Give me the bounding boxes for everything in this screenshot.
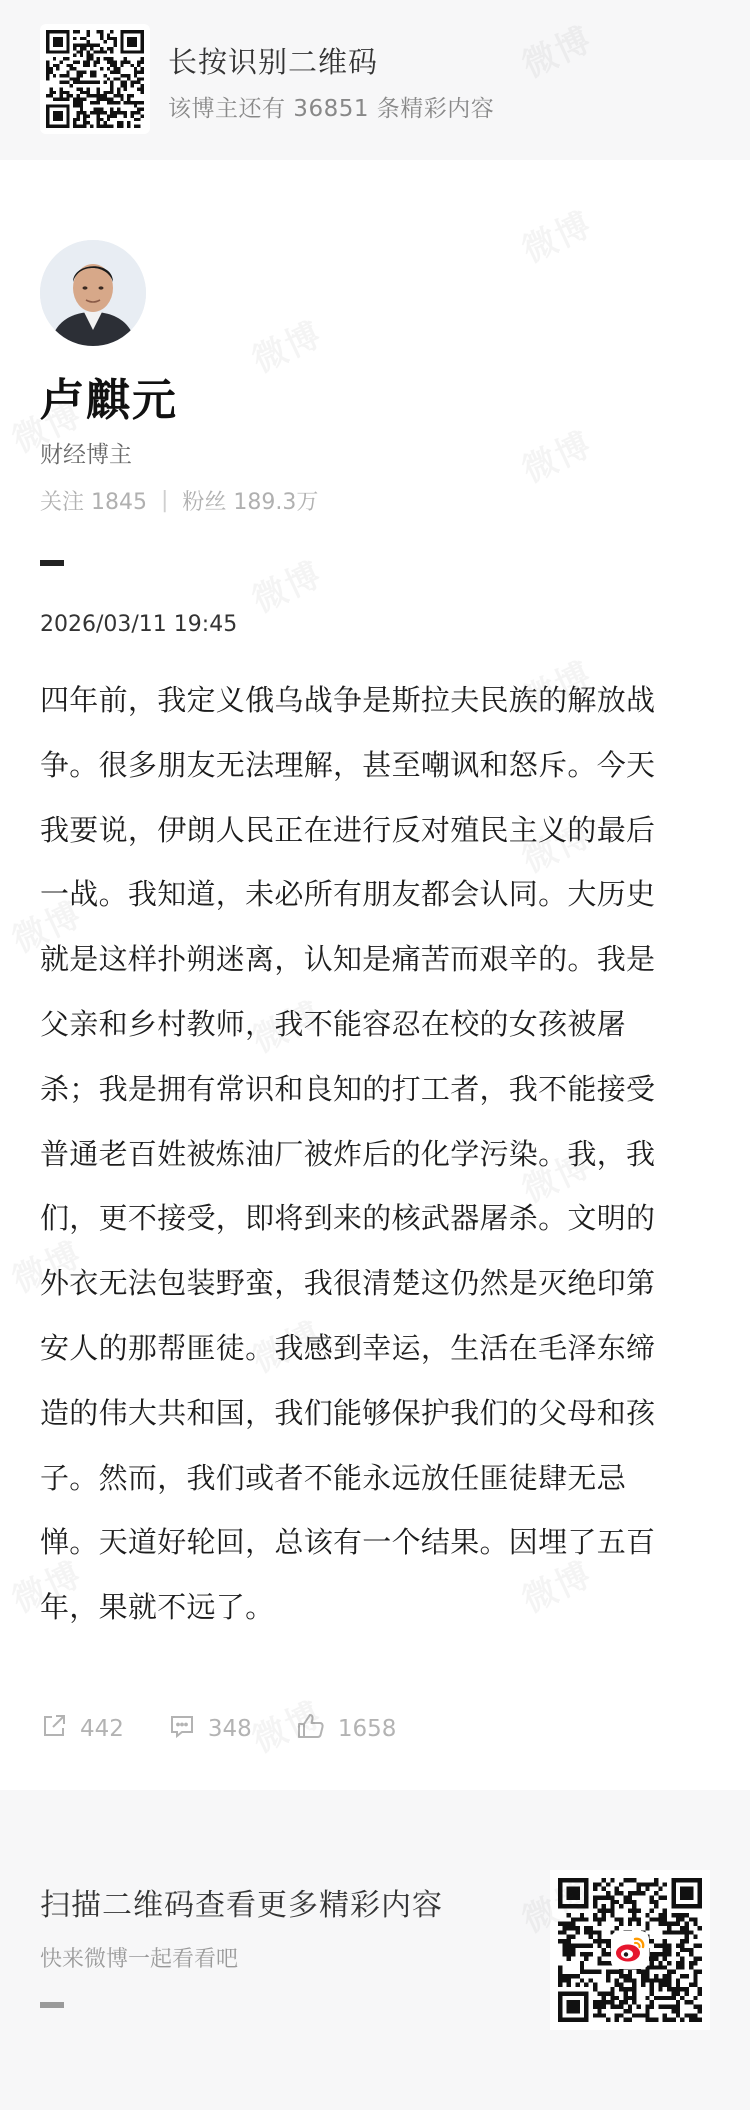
thumbs-up-icon xyxy=(296,1712,338,1746)
weibo-watermark xyxy=(243,547,329,622)
avatar[interactable] xyxy=(40,240,146,346)
post-body-line: 父亲和乡村教师，我不能容忍在校的女孩被屠 xyxy=(40,1006,627,1041)
scan-qr-subtitle: 快来微博一起看看吧 xyxy=(40,1947,239,1972)
post-body-line: 们，更不接受，即将到来的核武器屠杀。文明的 xyxy=(40,1201,656,1236)
qr-prompt-title: 长按识别二维码 xyxy=(168,45,379,79)
share-icon xyxy=(40,1712,80,1746)
post-datetime: 2026/03/11 19:45 xyxy=(40,612,238,637)
author-tag: 财经博主 xyxy=(40,442,132,468)
followers-count[interactable]: 粉丝 189.3万 xyxy=(182,490,319,515)
weibo-logo-icon xyxy=(611,1931,649,1969)
post-actions xyxy=(40,1712,440,1746)
bottom-qr-banner[interactable] xyxy=(0,1790,750,2110)
post-body-line: 外衣无法包装野蛮，我很清楚这仍然是灭绝印第 xyxy=(40,1266,656,1301)
stats-separator: | xyxy=(160,488,169,513)
section-divider xyxy=(40,560,64,566)
post-body xyxy=(40,668,694,1640)
qr-code-icon[interactable] xyxy=(550,1870,710,2030)
post-body-line: 四年前，我定义俄乌战争是斯拉夫民族的解放战 xyxy=(40,683,656,717)
post-body-line: 年，果就不远了。 xyxy=(40,1590,275,1625)
weibo-watermark xyxy=(243,307,329,382)
share-button[interactable] xyxy=(40,1712,124,1746)
post-body-line: 争。很多朋友无法理解，甚至嘲讽和怒斥。今天 xyxy=(40,747,656,782)
post-body-line: 安人的那帮匪徒。我感到幸运，生活在毛泽东缔 xyxy=(40,1330,656,1365)
like-count: 1658 xyxy=(337,1716,397,1742)
comment-icon xyxy=(168,1712,208,1746)
following-count[interactable]: 关注 1845 xyxy=(40,490,147,515)
qr-code-icon[interactable] xyxy=(40,24,150,134)
post-body-line: 一战。我知道，未必所有朋友都会认同。大历史 xyxy=(40,877,656,912)
weibo-watermark xyxy=(513,197,599,272)
post-body-line: 造的伟大共和国，我们能够保护我们的父母和孩 xyxy=(40,1395,656,1430)
post-body-line: 子。然而，我们或者不能永远放任匪徒肆无忌 xyxy=(40,1460,627,1495)
author-stats xyxy=(40,485,318,516)
scan-qr-title: 扫描二维码查看更多精彩内容 xyxy=(40,1888,443,1923)
post-body-line: 惮。天道好轮回，总该有一个结果。因埋了五百 xyxy=(40,1525,656,1560)
post-body-line: 我要说，伊朗人民正在进行反对殖民主义的最后 xyxy=(40,812,656,847)
post-count-subtitle: 该博主还有 36851 条精彩内容 xyxy=(168,96,495,122)
comment-count: 348 xyxy=(207,1716,252,1742)
author-name[interactable]: 卢麒元 xyxy=(40,375,178,426)
post-body-line: 普通老百姓被炼油厂被炸后的化学污染。我，我 xyxy=(40,1136,656,1171)
top-qr-banner[interactable] xyxy=(0,0,750,160)
post-body-line: 就是这样扑朔迷离，认知是痛苦而艰辛的。我是 xyxy=(40,942,656,977)
bottom-divider xyxy=(40,2002,64,2008)
weibo-watermark xyxy=(513,417,599,492)
comment-button[interactable] xyxy=(168,1712,252,1746)
post-body-line: 杀；我是拥有常识和良知的打工者，我不能接受 xyxy=(40,1071,656,1106)
like-button[interactable] xyxy=(296,1712,397,1746)
share-count: 442 xyxy=(80,1716,124,1742)
